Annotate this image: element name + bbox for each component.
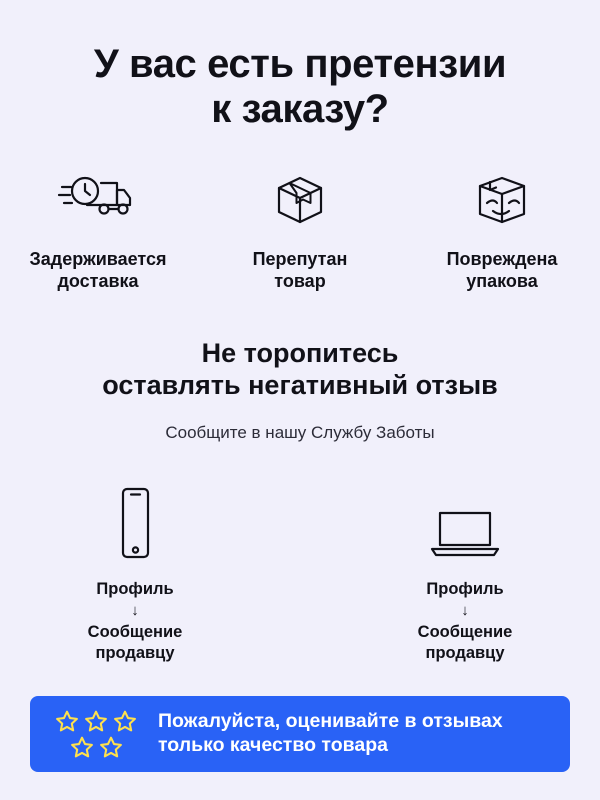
channel-step-2-line-1: Сообщение (87, 622, 183, 641)
list-item (23, 164, 173, 293)
reason-label-line-1: Повреждена (446, 248, 558, 269)
subhead-line-2: оставлять негативный отзыв (102, 369, 498, 400)
banner-line-1: Пожалуйста, оценивайте в отзывах (158, 710, 503, 733)
reason-label-line-1: Задерживается (29, 248, 167, 269)
channel-step-2-line-2: продавцу (95, 644, 175, 662)
list-item (225, 164, 375, 293)
reasons-list (0, 164, 600, 293)
reason-label-line-1: Перепутан (252, 248, 348, 269)
section-subtitle (0, 337, 600, 402)
banner-line-2: только качество товара (158, 734, 388, 756)
five-stars-icon (48, 709, 144, 760)
smartphone-icon (50, 483, 220, 563)
page-title (0, 0, 600, 132)
subhead-line-1: Не торопитесь (201, 337, 399, 368)
contact-channels (0, 483, 600, 664)
rating-banner (30, 696, 570, 772)
list-item (427, 164, 577, 293)
channel-step-1: Профиль (96, 580, 174, 599)
box-icon (225, 164, 375, 234)
banner-message (158, 710, 503, 758)
reason-label-line-2: упакова (466, 271, 538, 292)
channel-step-2-line-1: Сообщение (417, 622, 513, 641)
channel-step-1: Профиль (426, 580, 504, 599)
damaged-box-icon (427, 164, 577, 234)
delivery-truck-icon (23, 164, 173, 234)
headline-line-1: У вас есть претензии (93, 42, 507, 86)
arrow-down-icon: ↓ (461, 601, 469, 619)
channel-step-2-line-2: продавцу (425, 644, 505, 662)
laptop-icon (380, 483, 550, 563)
list-item (50, 483, 220, 664)
reason-label-line-2: товар (274, 271, 326, 292)
reason-label-line-2: доставка (57, 271, 139, 292)
list-item (380, 483, 550, 664)
arrow-down-icon: ↓ (131, 601, 139, 619)
headline-line-2: к заказу? (211, 86, 389, 131)
support-note: Сообщите в нашу Службу Заботы (165, 423, 435, 443)
